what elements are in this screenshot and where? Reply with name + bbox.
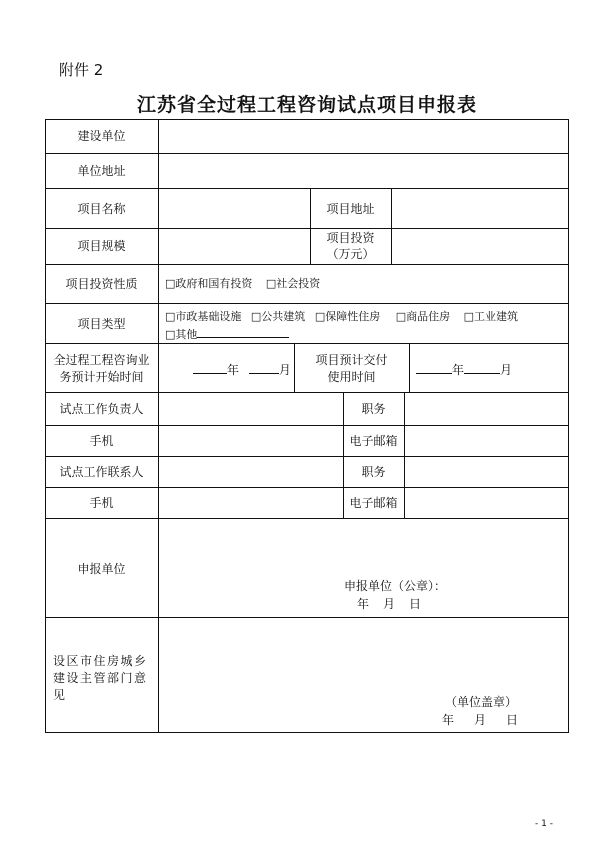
applicant-date: 年 月 日 [357, 597, 422, 611]
dept-seal-text: （单位盖章） [445, 695, 518, 709]
option-commercial[interactable]: □商品住房 [395, 310, 451, 323]
option-affordable[interactable]: □保障性住房 [314, 310, 381, 323]
delivery-time-label: 项目预计交付 使用时间 [315, 353, 388, 384]
investment-label: 项目投资 （万元） [326, 231, 375, 261]
dept-date: 年 月 日 [442, 713, 519, 727]
construction-unit-label: 建设单位 [77, 129, 126, 143]
applicant-seal-text: 申报单位（公章）： [344, 579, 447, 593]
option-municipal[interactable]: □市政基础设施 [165, 310, 242, 323]
leader-mobile-label: 手机 [89, 434, 114, 448]
start-time-field[interactable]: 年 月 [193, 361, 291, 377]
unit-address-label: 单位地址 [77, 164, 126, 178]
page-title: 江苏省全过程工程咨询试点项目申报表 [136, 94, 477, 116]
leader-position-label: 职务 [361, 402, 386, 416]
project-type-label: 项目类型 [77, 317, 126, 331]
page-number: - 1 - [535, 819, 553, 829]
investment-nature-label: 项目投资性质 [65, 277, 138, 291]
project-scale-label: 项目规模 [77, 239, 126, 253]
option-social[interactable]: □社会投资 [265, 277, 321, 290]
contact-mobile-label: 手机 [89, 496, 114, 510]
option-industrial[interactable]: □工业建筑 [463, 310, 519, 323]
investment-nature-options [165, 277, 320, 291]
option-government[interactable]: □政府和国有投资 [165, 277, 253, 290]
attachment-label: 附件 2 [59, 61, 104, 79]
pilot-contact-label: 试点工作联系人 [59, 465, 144, 479]
applicant-unit-label: 申报单位 [77, 562, 126, 576]
leader-email-label: 电子邮箱 [349, 434, 398, 448]
project-address-label: 项目地址 [326, 202, 375, 216]
project-name-label: 项目名称 [77, 202, 126, 216]
project-type-options [165, 309, 518, 343]
contact-position-label: 职务 [361, 465, 386, 479]
pilot-leader-label: 试点工作负责人 [59, 402, 144, 416]
option-other[interactable]: □其他 [165, 328, 198, 341]
dept-opinion-label: 设区市住房城乡 建设主管部门意 见 [53, 654, 148, 702]
other-underline[interactable] [197, 325, 289, 338]
option-public[interactable]: □公共建筑 [250, 310, 306, 323]
start-time-label: 全过程工程咨询业 务预计开始时间 [53, 353, 150, 384]
contact-email-label: 电子邮箱 [349, 496, 398, 510]
delivery-time-field[interactable]: 年 月 [416, 361, 512, 377]
